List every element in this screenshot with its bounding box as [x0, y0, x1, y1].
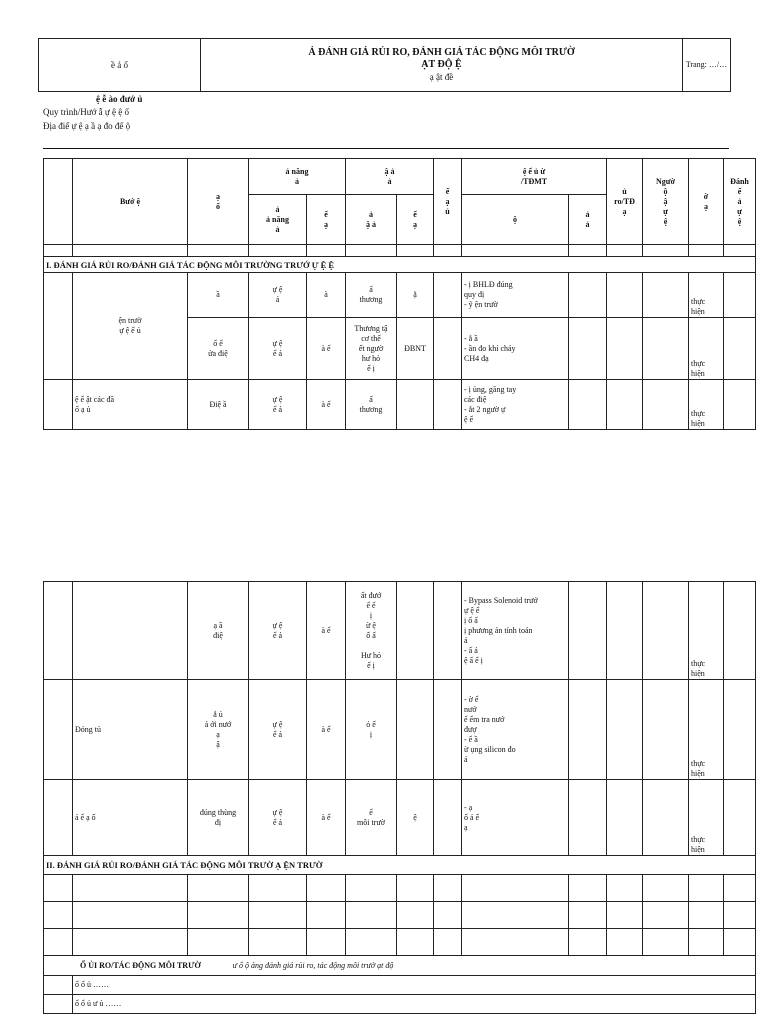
page-title: [201, 39, 683, 92]
summary-note: ư ổ ộ ảng đánh giá rủi ro, tác động môi trườ ạt độ: [232, 960, 394, 970]
step-cell: Đóng tủ: [73, 680, 188, 780]
col-grp3-sub2: ả ả: [569, 195, 607, 245]
title-line-2: ẠT ĐỘ Ệ: [421, 59, 462, 70]
divider-rule: [43, 148, 729, 149]
col-grp1: ả năng ả: [249, 159, 346, 195]
risk-table-part2: [43, 581, 756, 1014]
step-cell: ả ể ạ ố: [73, 780, 188, 856]
cell-measure: - ờ ể nướ ể ểm tra nướ đượ - ể ầ ừ ụng silicon đo ả: [462, 680, 569, 780]
intro-line-2: Quy trình/Hướ ẫ ự ệ ệ ố: [43, 107, 129, 117]
cell-c2: [397, 582, 434, 680]
cell-b1: ự ệ ể ả: [249, 318, 307, 380]
col-tg: ờ ạ: [689, 159, 724, 245]
summary-line-1: ổ ổ ủ ……: [73, 976, 756, 995]
cell-time: thực hiện: [689, 780, 724, 856]
cell-b1: ự ệ ể ả: [249, 680, 307, 780]
table-row: [44, 875, 756, 902]
intro-line-1: ệ ễ ào đướ ủ: [96, 94, 143, 104]
col-danh: Đánh ế ả ự ệ: [724, 159, 756, 245]
cell-measure: - Bypass Solenoid trướ ự ệ ể ị ổ ấ ị phương án tính toán ả - ấ ả ệ ấ ể ị: [462, 582, 569, 680]
cell-b2: à: [307, 273, 346, 318]
cell-c1: ỏ ế ị: [346, 680, 397, 780]
cell-a: ắ ủ ả ới nướ ạ ậ: [188, 680, 249, 780]
step-cell: [73, 582, 188, 680]
cell-a: ổ ể ửa điệ: [188, 318, 249, 380]
cell-c2: [397, 680, 434, 780]
col-grp2-sub1: ả ậ ả: [346, 195, 397, 245]
col-grp3-sub1: ộ: [462, 195, 569, 245]
cell-b2: à ể: [307, 582, 346, 680]
cell-c1: ấ thương: [346, 273, 397, 318]
cell-c2: [397, 380, 434, 430]
col-grp2: ậ ả ả: [346, 159, 434, 195]
col-nguoi: Ngườ ộ ậ ự ệ: [643, 159, 689, 245]
cell-time: thực hiện: [689, 582, 724, 680]
cell-a: Điệ ầ: [188, 380, 249, 430]
cell-b1: ự ệ ể ả: [249, 380, 307, 430]
spacer-row: [44, 245, 756, 257]
summary-row: [44, 956, 756, 976]
col-e: ế ạ ủ: [434, 159, 462, 245]
header-table: [38, 38, 731, 92]
col-a: ạ ố: [188, 159, 249, 245]
page-number: Trang: …/…: [683, 39, 731, 92]
table-row: [44, 582, 756, 680]
table-row: [44, 929, 756, 956]
table-row: [44, 680, 756, 780]
table-row: [44, 902, 756, 929]
cell-a: ạ ầ điệ: [188, 582, 249, 680]
intro-line-3: Địa điể ự ệ ạ ầ ạ đo đế ộ: [43, 121, 131, 131]
summary-title: Ổ ỦI RO/TÁC ĐỘNG MÔI TRƯỜ: [80, 960, 201, 970]
section-2-title: II. ĐÁNH GIÁ RỦI RO/ĐÁNH GIÁ TÁC ĐỘNG MÔI TRƯỜ Ạ ỆN TRƯỜ: [44, 856, 756, 875]
cell-b2: à ể: [307, 380, 346, 430]
cell-measure: - ắ ầ - ần đo khí cháy CH4 đạ: [462, 318, 569, 380]
cell-b1: ự ệ ể ả: [249, 582, 307, 680]
col-grp2-sub2: ế ạ: [397, 195, 434, 245]
col-grp1-sub2: ế ạ: [307, 195, 346, 245]
cell-b2: à ể: [307, 318, 346, 380]
cell-a: ầ: [188, 273, 249, 318]
table-row: [44, 780, 756, 856]
cell-measure: - ị ủng, găng tay các điệ - ắt 2 ngườ ự ệ ể: [462, 380, 569, 430]
col-ro: ủ ro/TĐ ạ: [607, 159, 643, 245]
cell-measure: - ạ ố ả ế ạ: [462, 780, 569, 856]
table-row: [44, 273, 756, 318]
title-line-1: Ả ĐÁNH GIÁ RỦI RO, ĐÁNH GIÁ TÁC ĐỘNG MÔI TRƯỜ: [308, 47, 575, 58]
title-line-3: ạ ật đề: [429, 72, 454, 82]
step-cell: ện trườ ự ệ ể ủ: [73, 273, 188, 380]
cell-time: thực hiện: [689, 380, 724, 430]
summary-line-2: ổ ổ ủ ư ủ ……: [73, 995, 756, 1014]
cell-c2: ĐBNT: [397, 318, 434, 380]
section-1-title: I. ĐÁNH GIÁ RỦI RO/ĐÁNH GIÁ TÁC ĐỘNG MÔI TRƯỜNG TRƯỚ Ự Ệ Ệ: [44, 257, 756, 273]
step-cell: ệ ể ật các đầ ố ạ ủ: [73, 380, 188, 430]
risk-table-part1: [43, 158, 756, 430]
col-stt: [44, 159, 73, 245]
table-row: [44, 380, 756, 430]
cell-a: đúng thùng đị: [188, 780, 249, 856]
col-grp3: ệ ể ủ ừ /TĐMT: [462, 159, 607, 195]
cell-time: thực hiện: [689, 318, 724, 380]
cell-c1: Thương tậ cơ thể ết ngườ hư hỏ ế ị: [346, 318, 397, 380]
cell-c2: ặ: [397, 273, 434, 318]
cell-time: thực hiện: [689, 680, 724, 780]
header-left: ề ả ố: [39, 39, 201, 92]
col-buoc: Bướ ệ: [73, 159, 188, 245]
cell-measure: - ị BHLĐ đúng quy đị - ỹ ện trườ: [462, 273, 569, 318]
cell-time: thực hiện: [689, 273, 724, 318]
cell-b2: à ể: [307, 680, 346, 780]
cell-c2: ệ: [397, 780, 434, 856]
cell-b1: ự ệ ể ả: [249, 780, 307, 856]
cell-c1: ể môi trườ: [346, 780, 397, 856]
cell-c1: ấ thương: [346, 380, 397, 430]
cell-c1: ất đướ ể ể ị ừ ệ ố ấ Hư hỏ ế ị: [346, 582, 397, 680]
cell-b2: à ể: [307, 780, 346, 856]
col-grp1-sub1: ả ả năng ả: [249, 195, 307, 245]
cell-b1: ự ệ ả: [249, 273, 307, 318]
